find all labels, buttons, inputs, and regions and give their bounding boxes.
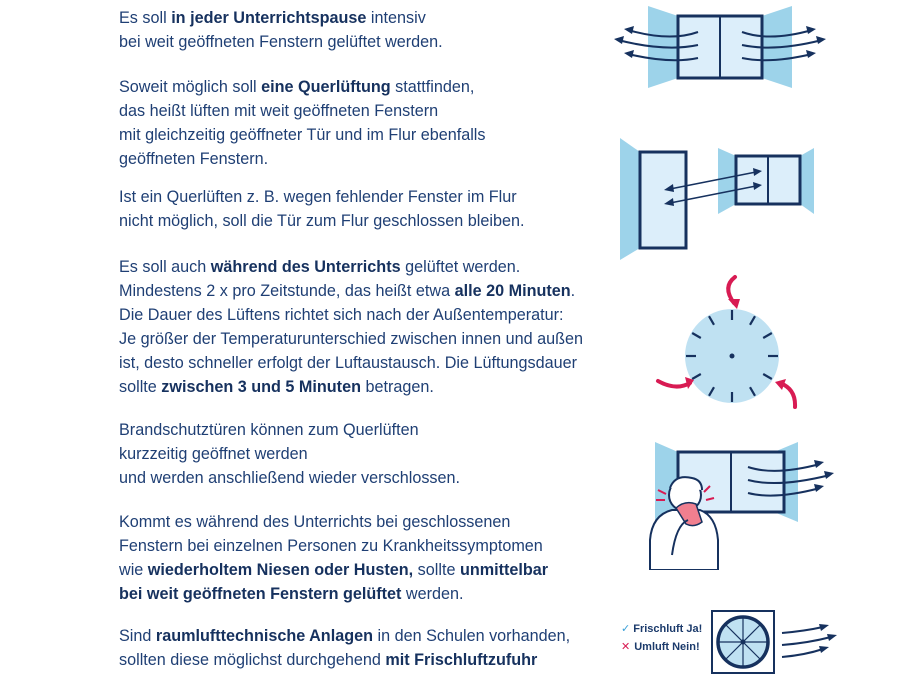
- text-segment: werden.: [401, 585, 464, 603]
- emphasis-text: bei weit geöffneten Fenstern gelüftet: [119, 585, 402, 603]
- sneezing-person-window-icon: [610, 430, 840, 570]
- emphasis-text: mit Frischluftzufuhr: [385, 651, 538, 669]
- text-segment: bei weit geöffneten Fenstern gelüftet werden.: [119, 33, 443, 51]
- paragraph: [119, 624, 570, 672]
- text-segment: Fenstern bei einzelnen Personen zu Krankheitssymptomen: [119, 537, 543, 555]
- text-segment: Die Dauer des Lüftens richtet sich nach der Außentemperatur:: [119, 306, 564, 324]
- cross-ventilation-icon: [610, 130, 830, 270]
- text-line: [119, 75, 486, 99]
- text-segment: geöffneten Fenstern.: [119, 150, 269, 168]
- text-line: [119, 303, 583, 327]
- text-line: [119, 99, 486, 123]
- text-line: [119, 624, 570, 648]
- text-segment: sollten diese möglichst durchgehend: [119, 651, 386, 669]
- text-line: [119, 185, 524, 209]
- text-segment: stattfinden,: [390, 78, 475, 96]
- paragraph: [119, 6, 443, 54]
- emphasis-text: während des Unterrichts: [210, 258, 401, 276]
- paragraph: [119, 418, 460, 490]
- text-segment: in den Schulen vorhanden,: [372, 627, 571, 645]
- paragraph: [119, 75, 486, 171]
- text-segment: betragen.: [360, 378, 434, 396]
- text-line: [119, 327, 583, 351]
- emphasis-text: in jeder Unterrichtspause: [171, 9, 367, 27]
- text-segment: gelüftet werden.: [400, 258, 521, 276]
- emphasis-text: raumlufttechnische Anlagen: [155, 627, 373, 645]
- text-line: [119, 418, 460, 442]
- text-segment: mit gleichzeitig geöffneter Tür und im Flur ebenfalls: [119, 126, 486, 144]
- legend-yes: ✓ Frischluft Ja!: [621, 623, 703, 635]
- text-segment: Es soll auch: [119, 258, 211, 276]
- text-segment: das heißt lüften mit weit geöffneten Fenstern: [119, 102, 439, 120]
- ventilation-legend: [621, 620, 702, 656]
- paragraph: [119, 510, 548, 606]
- text-line: [119, 147, 486, 171]
- text-segment: Ist ein Querlüften z. B. wegen fehlender Fenster im Flur: [119, 188, 517, 206]
- text-segment: Mindestens 2 x pro Zeitstunde, das heißt etwa: [119, 282, 455, 300]
- text-segment: nicht möglich, soll die Tür zum Flur geschlossen bleiben.: [119, 212, 525, 230]
- text-segment: sollte: [413, 561, 460, 579]
- text-line: [119, 123, 486, 147]
- text-line: [119, 255, 583, 279]
- text-segment: und werden anschließend wieder verschlossen.: [119, 469, 461, 487]
- text-line: [119, 442, 460, 466]
- emphasis-text: alle 20 Minuten: [454, 282, 571, 300]
- legend-no: ✕ Umluft Nein!: [621, 641, 700, 653]
- text-segment: Brandschutztüren können zum Querlüften: [119, 421, 419, 439]
- paragraph: [119, 185, 524, 233]
- text-segment: Soweit möglich soll: [119, 78, 262, 96]
- fresh-air-fan-icon: [705, 605, 840, 675]
- text-segment: Sind: [119, 627, 156, 645]
- text-segment: Je größer der Temperaturunterschied zwischen innen und außen: [119, 330, 584, 348]
- text-line: [119, 582, 548, 606]
- text-segment: intensiv: [366, 9, 426, 27]
- check-icon: ✓: [621, 623, 631, 635]
- text-segment: .: [570, 282, 576, 300]
- emphasis-text: eine Querlüftung: [261, 78, 391, 96]
- text-segment: ist, desto schneller erfolgt der Luftaustausch. Die Lüftungsdauer: [119, 354, 578, 372]
- text-segment: Es soll: [119, 9, 172, 27]
- paragraph: [119, 255, 583, 399]
- text-line: [119, 279, 583, 303]
- emphasis-text: unmittelbar: [459, 561, 549, 579]
- text-segment: wie: [119, 561, 148, 579]
- x-icon: ✕: [621, 641, 631, 653]
- text-line: [119, 648, 570, 672]
- text-line: [119, 558, 548, 582]
- text-line: [119, 6, 443, 30]
- text-segment: kurzzeitig geöffnet werden: [119, 445, 308, 463]
- clock-20-minutes-icon: [640, 265, 820, 415]
- text-segment: sollte: [119, 378, 162, 396]
- text-segment: Kommt es während des Unterrichts bei geschlossenen: [119, 513, 511, 531]
- text-line: [119, 30, 443, 54]
- open-window-airflow-icon: [610, 0, 830, 90]
- emphasis-text: wiederholtem Niesen oder Husten,: [147, 561, 414, 579]
- text-line: [119, 466, 460, 490]
- emphasis-text: zwischen 3 und 5 Minuten: [161, 378, 361, 396]
- text-line: [119, 510, 548, 534]
- text-line: [119, 375, 583, 399]
- text-line: [119, 534, 548, 558]
- text-line: [119, 209, 524, 233]
- text-line: [119, 351, 583, 375]
